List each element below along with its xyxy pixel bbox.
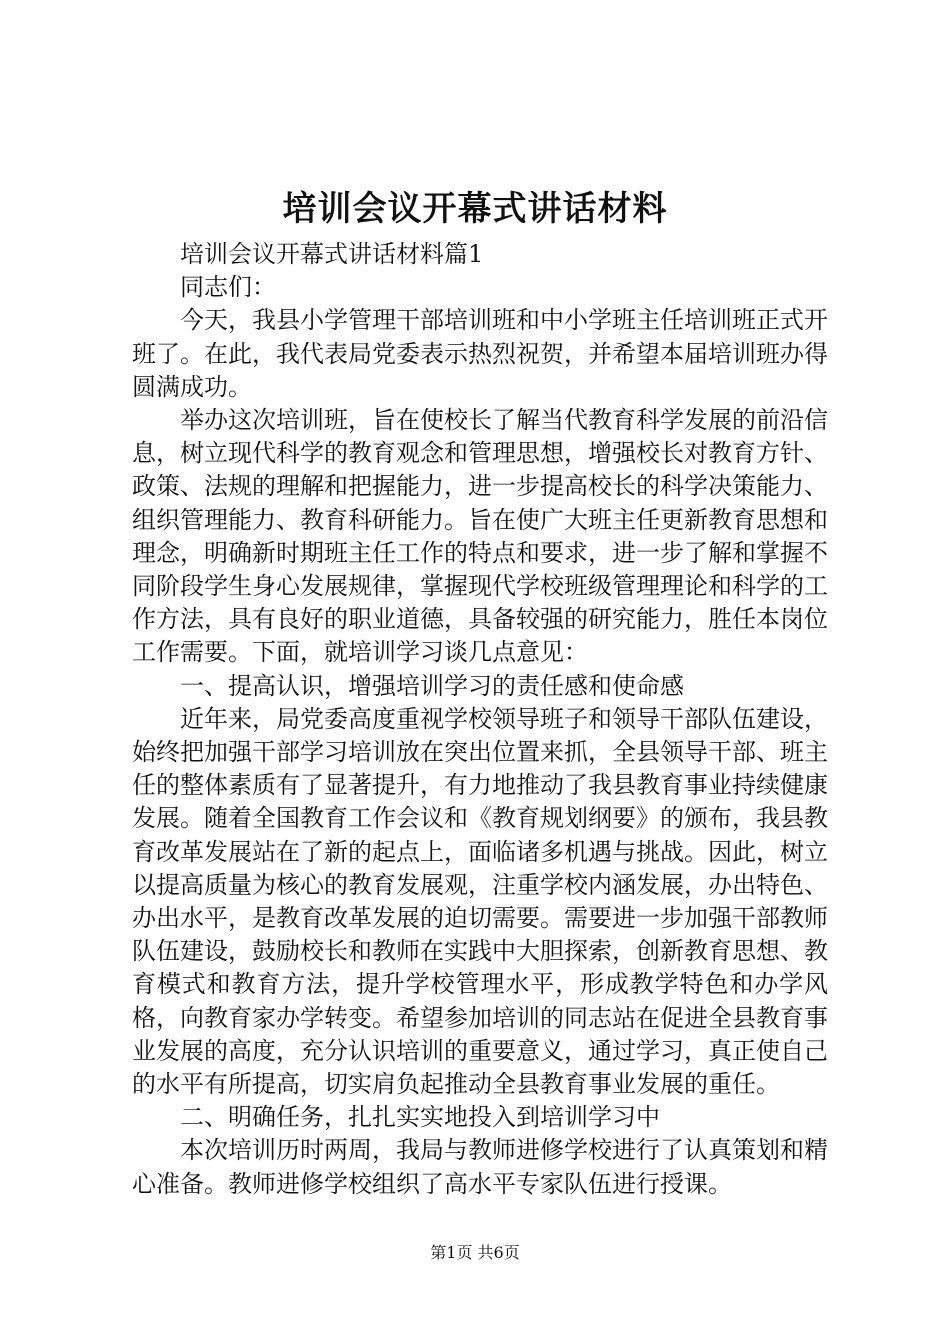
- paragraph-salutation: 同志们：: [180, 273, 276, 302]
- page-footer: 第1页 共6页: [430, 1243, 520, 1262]
- section-heading-2: 二、明确任务，扎扎实实地投入到培训学习中: [180, 1103, 660, 1132]
- document-body: [132, 238, 828, 1201]
- section-heading-1: 一、提高认识，增强培训学习的责任感和使命感: [180, 671, 684, 700]
- document-title: 培训会议开幕式讲话材料: [282, 189, 668, 229]
- paragraph-section-2: 本次培训历时两周，我局与教师进修学校进行了认真策划和精心准备。教师进修学校组织了高水平专家队伍进行授课。: [132, 1136, 828, 1198]
- paragraph-opening: 今天，我县小学管理干部培训班和中小学班主任培训班正式开班了。在此，我代表局党委表示热烈祝贺，并希望本届培训班办得圆满成功。: [132, 306, 828, 401]
- paragraph-purpose: 举办这次培训班，旨在使校长了解当代教育科学发展的前沿信息，树立现代科学的教育观念和管理思想，增强校长对教育方针、政策、法规的理解和把握能力，进一步提高校长的科学决策能力、组织管理能力、教育科研能力。旨在使广大班主任更新教育思想和理念，明确新时期班主任工作的特点和要求，进一步了解和掌握不同阶段学生身心发展规律，掌握现代学校班级管理理论和科学的工作方法，具有良好的职业道德，具备较强的研究能力，胜任本岗位工作需要。下面，就培训学习谈几点意见：: [132, 406, 828, 667]
- paragraph-subtitle: 培训会议开幕式讲话材料篇1: [180, 240, 484, 268]
- paragraph-section-1: 近年来，局党委高度重视学校领导班子和领导干部队伍建设，始终把加强干部学习培训放在突出位置来抓，全县领导干部、班主任的整体素质有了显著提升，有力地推动了我县教育事业持续健康发展。随着全国教育工作会议和《教育规划纲要》的颁布，我县教育改革发展站在了新的起点上，面临诸多机遇与挑战。因此，树立以提高质量为核心的教育发展观，注重学校内涵发展，办出特色、办出水平，是教育改革发展的迫切需要。需要进一步加强干部教师队伍建设，鼓励校长和教师在实践中大胆探索，创新教育思想、教育模式和教育方法，提升学校管理水平，形成教学特色和办学风格，向教育家办学转变。希望参加培训的同志站在促进全县教育事业发展的高度，充分认识培训的重要意义，通过学习，真正使自己的水平有所提高，切实肩负起推动全县教育事业发展的重任。: [132, 704, 828, 1099]
